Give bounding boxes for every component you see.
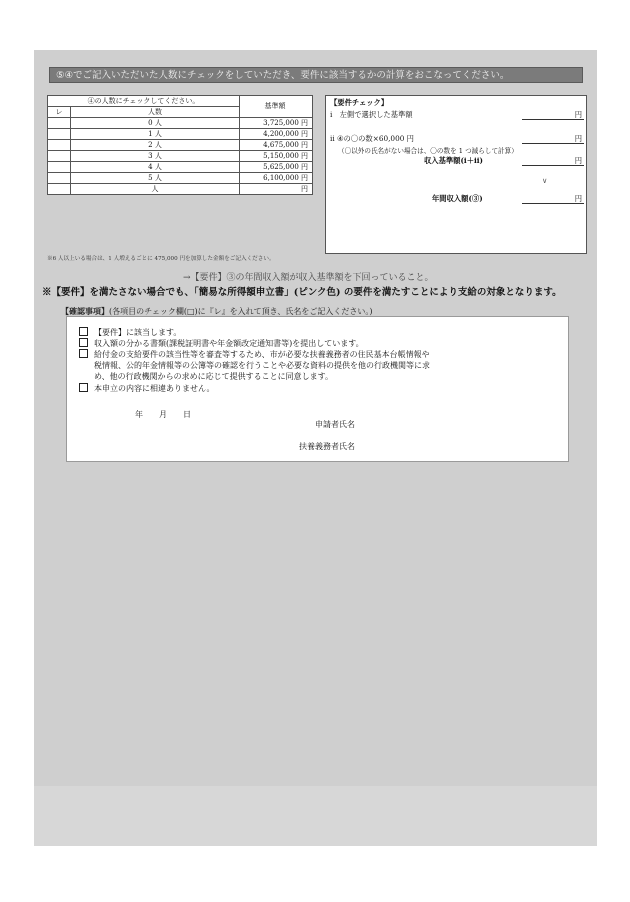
table-row <box>48 184 313 195</box>
requirement-note: ※【要件】を満たさない場合でも、「簡易な所得額申立書」(ピンク色) の要件を満たすことにより支給の対象となります。 <box>42 287 562 298</box>
yen-unit: 円 <box>574 156 582 165</box>
checkbox[interactable] <box>79 338 88 347</box>
checkbox[interactable] <box>79 349 88 358</box>
confirm-item-2 <box>79 338 364 349</box>
req-title: 【要件チェック】 <box>330 98 389 107</box>
people-cell: 4 人 <box>71 162 240 173</box>
amount-input-cell[interactable]: 円 <box>240 184 313 195</box>
table-header-people: 人数 <box>71 107 240 118</box>
confirm-heading-label: 【確認事項】 <box>61 306 109 316</box>
standard-amount-table <box>47 95 313 195</box>
confirm-item-3 <box>79 349 430 360</box>
confirm-item-4 <box>79 383 214 394</box>
amount-cell: 3,725,000 円 <box>240 118 313 129</box>
table-header-check: レ <box>48 107 71 118</box>
confirm-item-text: 【要件】に該当します。 <box>94 328 182 337</box>
yen-unit: 円 <box>574 134 582 143</box>
annual-income-label: 年間収入額(③) <box>432 194 483 203</box>
table-row <box>48 140 313 151</box>
people-input-cell[interactable]: 人 <box>71 184 240 195</box>
confirm-item-text: 収入額の分かる書類(課税証明書や年金額改定通知書等)を提出しています。 <box>94 339 364 348</box>
table-row <box>48 173 313 184</box>
people-cell: 1 人 <box>71 129 240 140</box>
table-row <box>48 118 313 129</box>
supporter-name-label: 扶養義務者氏名 <box>299 442 355 451</box>
table-group-header: ④の人数にチェックしてください。 <box>48 96 240 107</box>
req-line-ii: ii ④の〇の数×60,000 円 <box>330 134 414 143</box>
form-page <box>34 50 597 846</box>
checkbox[interactable] <box>79 327 88 336</box>
confirm-heading-text: (各項目のチェック欄(□)に『レ』を入れて頂き、氏名をご記入ください。) <box>109 307 373 316</box>
amount-cell: 5,625,000 円 <box>240 162 313 173</box>
confirm-item-text: 給付金の支給要件の該当性等を審査等するため、市が必要な扶養義務者の住民基本台帳情報や <box>94 350 430 359</box>
confirm-item-1 <box>79 327 181 338</box>
confirm-item-text: 本申立の内容に相違ありません。 <box>94 384 215 393</box>
req-ii-note: （〇以外の氏名がない場合は、〇の数を 1 つ減らして計算） <box>338 147 518 155</box>
people-cell: 3 人 <box>71 151 240 162</box>
checkbox[interactable] <box>79 383 88 392</box>
check-cell[interactable] <box>48 173 71 184</box>
table-row <box>48 162 313 173</box>
confirm-item-3-cont: 税情報、公的年金情報等の公簿等の確認を行うことや必要な資料の提供を他の行政機関等に求 <box>94 361 430 370</box>
amount-cell: 5,150,000 円 <box>240 151 313 162</box>
yen-unit: 円 <box>574 194 582 203</box>
amount-cell: 4,675,000 円 <box>240 140 313 151</box>
confirmation-box <box>66 316 569 462</box>
req-line-i: i 左側で選択した基準額 <box>330 110 413 119</box>
table-row <box>48 129 313 140</box>
table-row <box>48 151 313 162</box>
requirement-check-box <box>325 95 587 254</box>
requirement-statement: →【要件】③の年間収入額が収入基準額を下回っていること。 <box>183 273 434 283</box>
income-base-label: 収入基準額(i＋ii) <box>424 156 484 165</box>
comparator-symbol: ∨ <box>542 176 548 185</box>
check-cell[interactable] <box>48 162 71 173</box>
amount-cell: 6,100,000 円 <box>240 173 313 184</box>
table-note: ※6 人以上いる場合は、1 人増えるごとに 475,000 円を加算した金額をご記入ください。 <box>47 256 275 262</box>
people-cell: 5 人 <box>71 173 240 184</box>
table-header-standard: 基準額 <box>240 96 313 118</box>
page-footer-band <box>34 786 597 846</box>
check-cell[interactable] <box>48 151 71 162</box>
yen-unit: 円 <box>574 110 582 119</box>
people-cell: 2 人 <box>71 140 240 151</box>
check-cell[interactable] <box>48 184 71 195</box>
people-cell: 0 人 <box>71 118 240 129</box>
amount-cell: 4,200,000 円 <box>240 129 313 140</box>
check-cell[interactable] <box>48 129 71 140</box>
check-cell[interactable] <box>48 140 71 151</box>
date-line[interactable]: 年 月 日 <box>135 410 191 419</box>
check-cell[interactable] <box>48 118 71 129</box>
applicant-name-label: 申請者氏名 <box>315 420 355 429</box>
section-banner: ⑤④でご記入いただいた人数にチェックをしていただき、要件に該当するかの計算をおこなってください。 <box>49 67 583 83</box>
confirm-item-3-cont: め、他の行政機関からの求めに応じて提供することに同意します。 <box>94 372 334 381</box>
